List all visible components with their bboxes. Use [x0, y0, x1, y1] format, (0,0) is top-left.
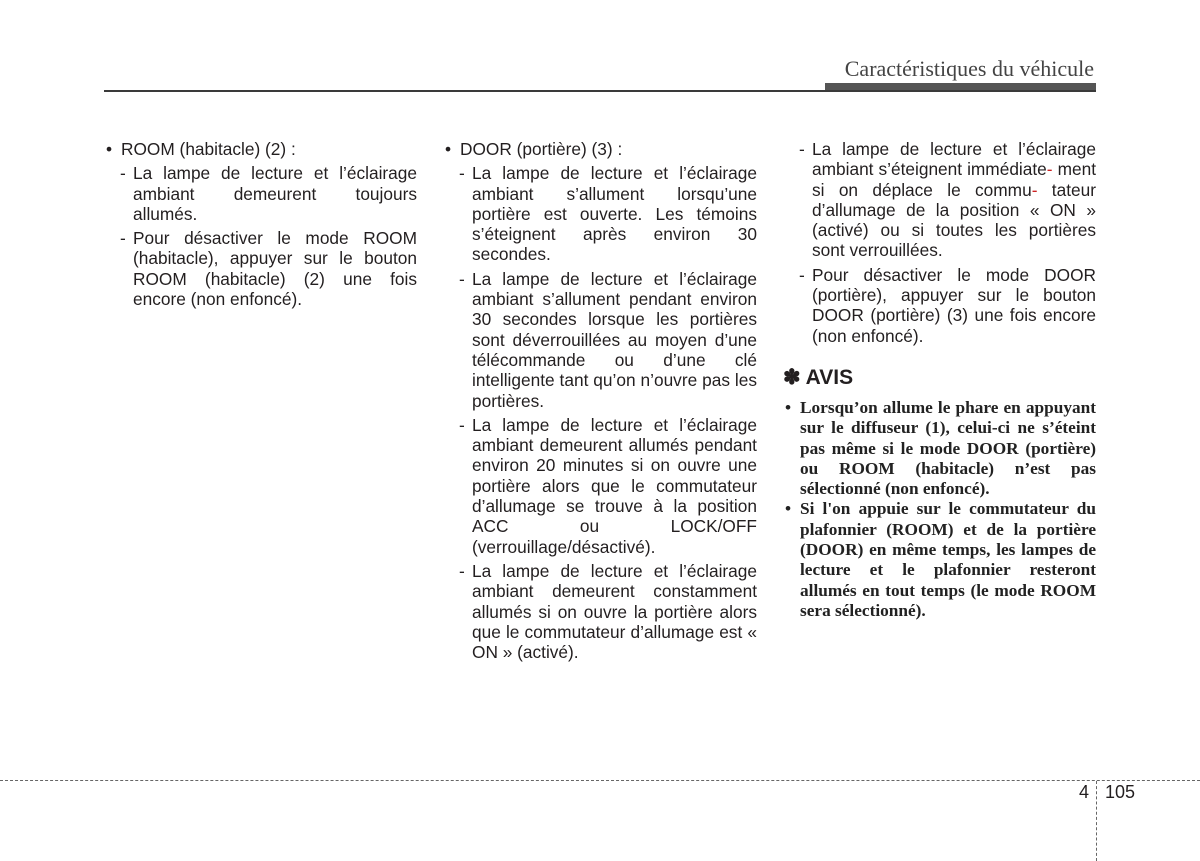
header-rule-thick [825, 83, 1096, 90]
item-text: ment si on déplace le commu [812, 159, 1096, 200]
chapter-number: 4 [1079, 782, 1090, 802]
header-rule [104, 90, 1096, 92]
avis-title: ✽ AVIS [783, 365, 854, 389]
door-item-off [783, 139, 1096, 261]
door-item: - La lampe de lecture et l’éclairage ambiant demeurent allumés pendant environ 20 minutes si on ouvre une portière alors que le commutateur d’allumage se trouve à la position ACC ou LOCK/OFF (verrouillage/désactivé). [443, 415, 757, 557]
room-item: - La lampe de lecture et l’éclairage ambiant demeurent toujours allumés. [104, 163, 417, 224]
item-text: La lampe de lecture et l’éclairage ambiant s’éteignent immédiate [812, 139, 1096, 180]
door-item: - La lampe de lecture et l’éclairage ambiant demeurent constamment allumés si on ouvre la portière alors que le commutateur d’allumage est « ON » (activé). [443, 561, 757, 662]
footer-divider [0, 780, 1200, 781]
hyphen-mark: - [1031, 179, 1038, 200]
column-room [104, 139, 417, 313]
door-item-disable: - Pour désactiver le mode DOOR (portière), appuyer sur le bouton DOOR (portière) (3) une fois encore (non enfoncé). [783, 265, 1096, 346]
page-number: 105 [1105, 782, 1136, 802]
item-text: tateur d’allumage de la position « ON » (activé) ou si toutes les portières sont verrouillées. [812, 179, 1096, 261]
door-item: - La lampe de lecture et l’éclairage ambiant s’allument pendant environ 30 secondes lorsque les portières sont déverrouillées au moyen d’une télécommande ou d’une clé intelligente tant qu’on n’ouvre pas les portières. [443, 269, 757, 411]
avis-note: • Si l'on appuie sur le commutateur du plafonnier (ROOM) et de la portière (DOOR) en même temps, les lampes de lecture et le plafonnier resteront allumés en tout temps (le mode ROOM sera sélectionné). [783, 499, 1096, 621]
avis-note: • Lorsqu’on allume le phare en appuyant sur le diffuseur (1), celui-ci ne s’éteint pas même si le mode DOOR (portière) ou ROOM (habitacle) n’est pas sélectionné (non enfoncé). [783, 398, 1096, 499]
column-door-continued [783, 139, 1096, 621]
page-header-title: Caractéristiques du véhicule [844, 56, 1094, 81]
door-item: - La lampe de lecture et l’éclairage ambiant s’allument lorsqu’une portière est ouverte. Les témoins s’éteignent après environ 30 secondes. [443, 163, 757, 264]
door-heading: • DOOR (portière) (3) : [443, 139, 757, 159]
footer-vertical-divider [1096, 781, 1097, 861]
room-heading: • ROOM (habitacle) (2) : [104, 139, 417, 159]
column-door [443, 139, 757, 666]
room-item: - Pour désactiver le mode ROOM (habitacle), appuyer sur le bouton ROOM (habitacle) (2) une fois encore (non enfoncé). [104, 228, 417, 309]
hyphen-mark: - [1046, 159, 1053, 180]
